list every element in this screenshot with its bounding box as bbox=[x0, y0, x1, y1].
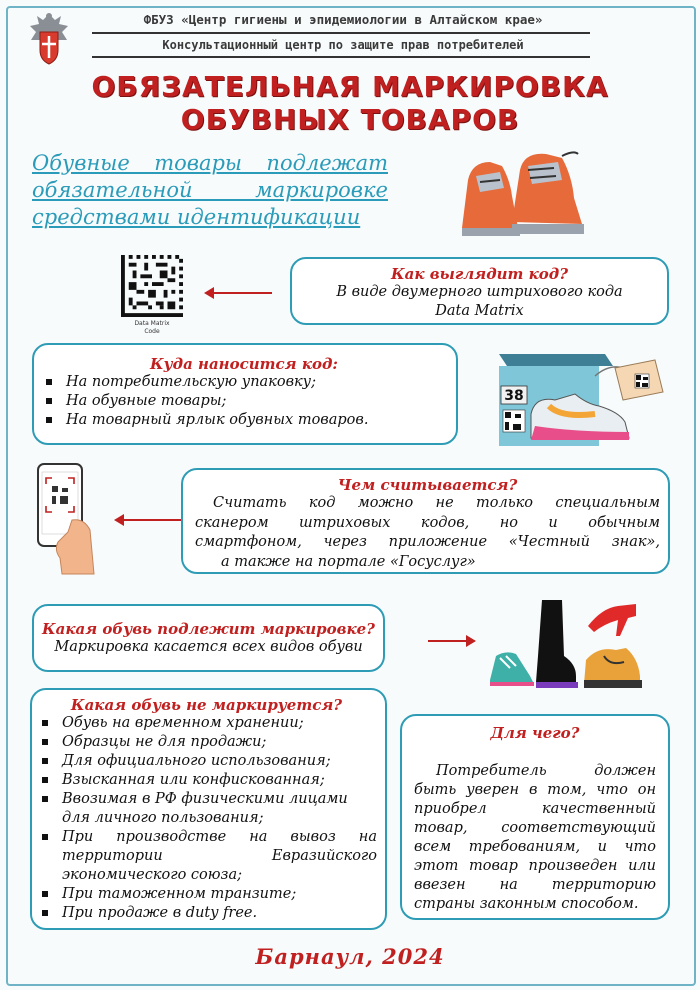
list-item: Обувь на временном хранении; bbox=[36, 714, 377, 733]
organization-name: ФБУЗ «Центр гигиены и эпидемиологии в Алтайском крае» bbox=[143, 12, 543, 27]
read-title: Чем считывается? bbox=[337, 476, 518, 494]
lead-text bbox=[32, 150, 388, 231]
list-item: Взысканная или конфискованная; bbox=[36, 771, 377, 790]
sneakers-icon bbox=[450, 140, 590, 240]
list-item: При производстве на вывоз на территории Евразийского экономического союза; bbox=[36, 828, 377, 885]
various-shoes-icon bbox=[486, 596, 646, 692]
page-title bbox=[40, 70, 660, 136]
look-text: В виде двумерного штрихового кода Data Matrix bbox=[336, 284, 623, 319]
list-item: На потребительскую упаковку; bbox=[40, 373, 448, 392]
look-section bbox=[290, 257, 669, 325]
read-text: Считать код можно не только специальным сканером штриховых кодов, но и обычным смартфоном, через приложение «Честный знак», а также на портале «Госуслуг» bbox=[195, 495, 660, 570]
list-item: При продаже в duty free. bbox=[36, 904, 377, 923]
not-marked-list bbox=[36, 714, 377, 923]
shoebox-with-tag-icon bbox=[495, 346, 665, 450]
which-title: Какая обувь подлежит маркировке? bbox=[42, 620, 375, 638]
arrow-to-code bbox=[206, 292, 272, 294]
why-title: Для чего? bbox=[490, 724, 580, 742]
which-text: Маркировка касается всех видов обуви bbox=[54, 639, 363, 655]
lead-line-3: средствами идентификации bbox=[32, 205, 361, 229]
not-marked-section bbox=[30, 688, 387, 930]
data-matrix-code-icon bbox=[121, 255, 183, 317]
emblem-icon bbox=[24, 10, 74, 72]
lead-line-1: Обувные товары подлежат bbox=[32, 151, 388, 175]
list-item: На товарный ярлык обувных товаров. bbox=[40, 411, 448, 430]
lead-line-2: обязательной маркировке bbox=[32, 178, 388, 202]
data-matrix-label: Data Matrix Code bbox=[134, 320, 170, 335]
list-item: На обувные товары; bbox=[40, 392, 448, 411]
footer-city-year: Барнаул, 2024 bbox=[255, 944, 445, 969]
title-line-2: ОБУВНЫХ ТОВАРОВ bbox=[180, 103, 520, 136]
where-section bbox=[32, 343, 458, 445]
list-item: Образцы не для продажи; bbox=[36, 733, 377, 752]
why-section bbox=[400, 714, 670, 920]
title-line-1: ОБЯЗАТЕЛЬНАЯ МАРКИРОВКА bbox=[91, 70, 609, 103]
list-item: Ввозимая в РФ физическими лицами для личного пользования; bbox=[36, 790, 377, 828]
look-title: Как выглядит код? bbox=[390, 265, 568, 283]
where-list bbox=[40, 373, 448, 430]
where-title: Куда наносится код: bbox=[150, 355, 338, 373]
box-number: 38 bbox=[504, 388, 524, 404]
list-item: Для официального использования; bbox=[36, 752, 377, 771]
header-rule-top bbox=[92, 32, 590, 34]
department-name: Консультационный центр по защите прав потребителей bbox=[162, 38, 524, 52]
list-item: При таможенном транзите; bbox=[36, 885, 377, 904]
arrow-to-shoes bbox=[428, 640, 474, 642]
read-section bbox=[181, 468, 670, 574]
arrow-to-phone bbox=[116, 519, 182, 521]
which-section bbox=[32, 604, 385, 672]
header-rule-bottom bbox=[92, 56, 590, 58]
why-text: Потребитель должен быть уверен в том, что он приобрел качественный товар, соответствующий всем требованиям, и что этот товар произведен или ввезен на территорию страны законным способом. bbox=[414, 763, 656, 912]
not-marked-title: Какая обувь не маркируется? bbox=[70, 696, 343, 714]
smartphone-scan-icon bbox=[32, 462, 98, 578]
